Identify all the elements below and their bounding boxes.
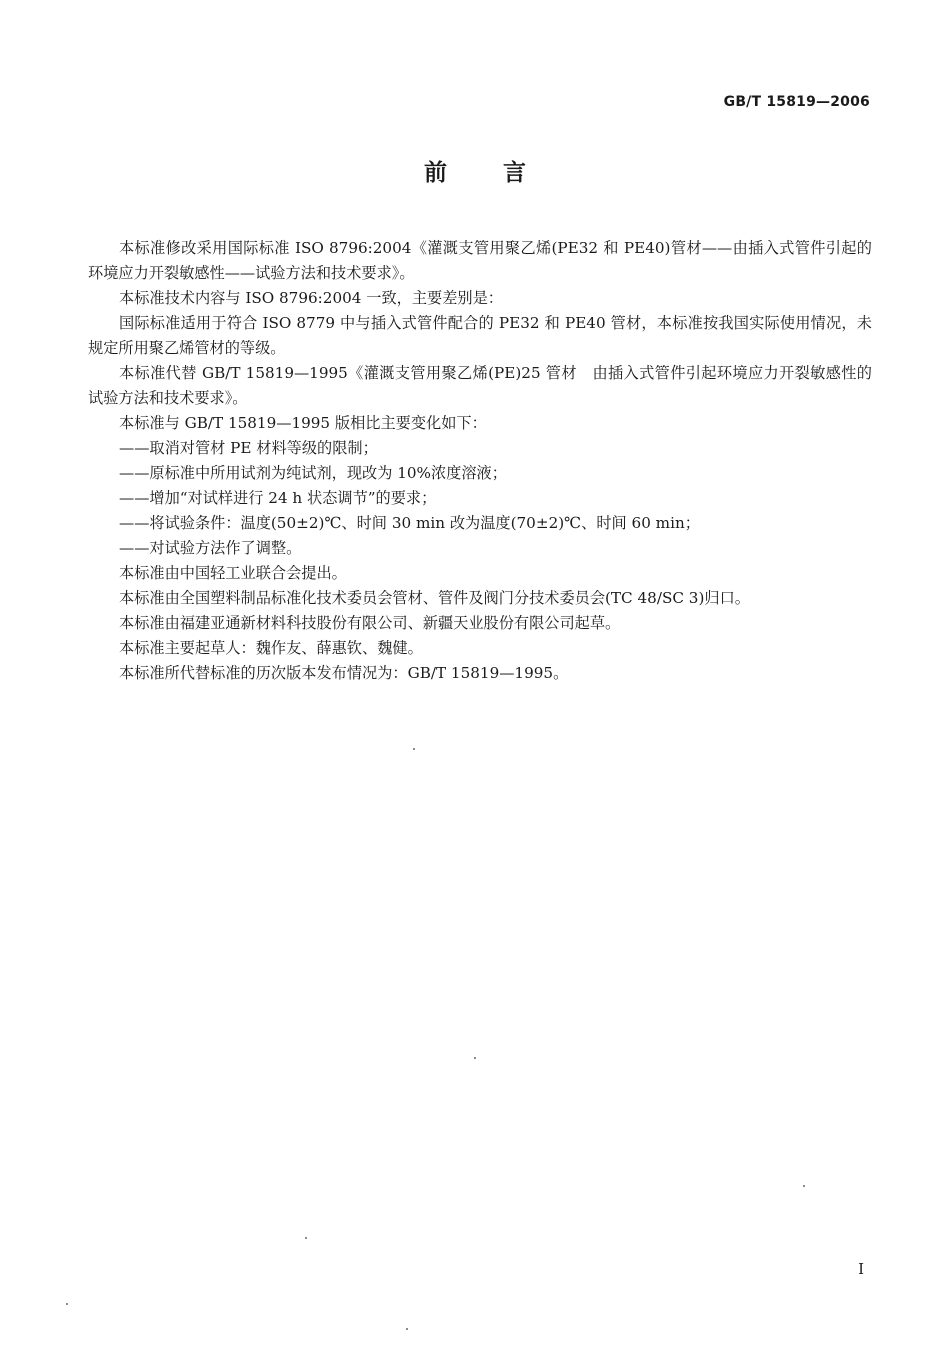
page-number: I <box>858 1260 864 1278</box>
change-item: ——原标准中所用试剂为纯试剂，现改为 10%浓度溶液； <box>119 464 507 482</box>
page-title: 前言 <box>424 160 582 186</box>
change-item: ——将试验条件：温度(50±2)℃、时间 30 min 改为温度(70±2)℃、时间 60 min； <box>119 514 700 532</box>
change-item: ——取消对管材 PE 材料等级的限制； <box>119 439 378 457</box>
scan-speck <box>66 1303 68 1305</box>
scan-speck <box>803 1185 805 1187</box>
paragraph-proposed-by: 本标准由中国轻工业联合会提出。 <box>119 564 347 582</box>
scan-speck <box>474 1057 476 1059</box>
paragraph-history: 本标准所代替标准的历次版本发布情况为：GB/T 15819—1995。 <box>119 664 569 682</box>
paragraph-difference: 国际标准适用于符合 ISO 8779 中与插入式管件配合的 PE32 和 PE40 管材，本标准按我国实际使用情况，未规定所用聚乙烯管材的等级。 <box>88 314 872 357</box>
standard-code: GB/T 15819—2006 <box>723 94 870 110</box>
paragraph-changes-intro: 本标准与 GB/T 15819—1995 版相比主要变化如下： <box>119 414 487 432</box>
foreword-body <box>88 236 872 686</box>
scan-speck <box>413 748 415 750</box>
paragraph-differences-intro: 本标准技术内容与 ISO 8796:2004 一致，主要差别是： <box>119 289 503 307</box>
paragraph-centralized-by: 本标准由全国塑料制品标准化技术委员会管材、管件及阀门分技术委员会(TC 48/SC 3)归口。 <box>119 589 750 607</box>
paragraph-drafters: 本标准主要起草人：魏作友、薛惠钦、魏健。 <box>119 639 423 657</box>
change-item: ——增加“对试样进行 24 h 状态调节”的要求； <box>119 489 437 507</box>
paragraph-drafted-by: 本标准由福建亚通新材料科技股份有限公司、新疆天业股份有限公司起草。 <box>119 614 621 632</box>
scan-speck <box>305 1237 307 1239</box>
paragraph-replaces: 本标准代替 GB/T 15819—1995《灌溉支管用聚乙烯(PE)25 管材 由插入式管件引起环境应力开裂敏感性的试验方法和技术要求》。 <box>88 364 872 407</box>
change-item: ——对试验方法作了调整。 <box>119 539 302 557</box>
paragraph-adoption: 本标准修改采用国际标准 ISO 8796:2004《灌溉支管用聚乙烯(PE32 和 PE40)管材——由插入式管件引起的环境应力开裂敏感性——试验方法和技术要求》。 <box>88 239 872 282</box>
scan-speck <box>406 1328 408 1330</box>
